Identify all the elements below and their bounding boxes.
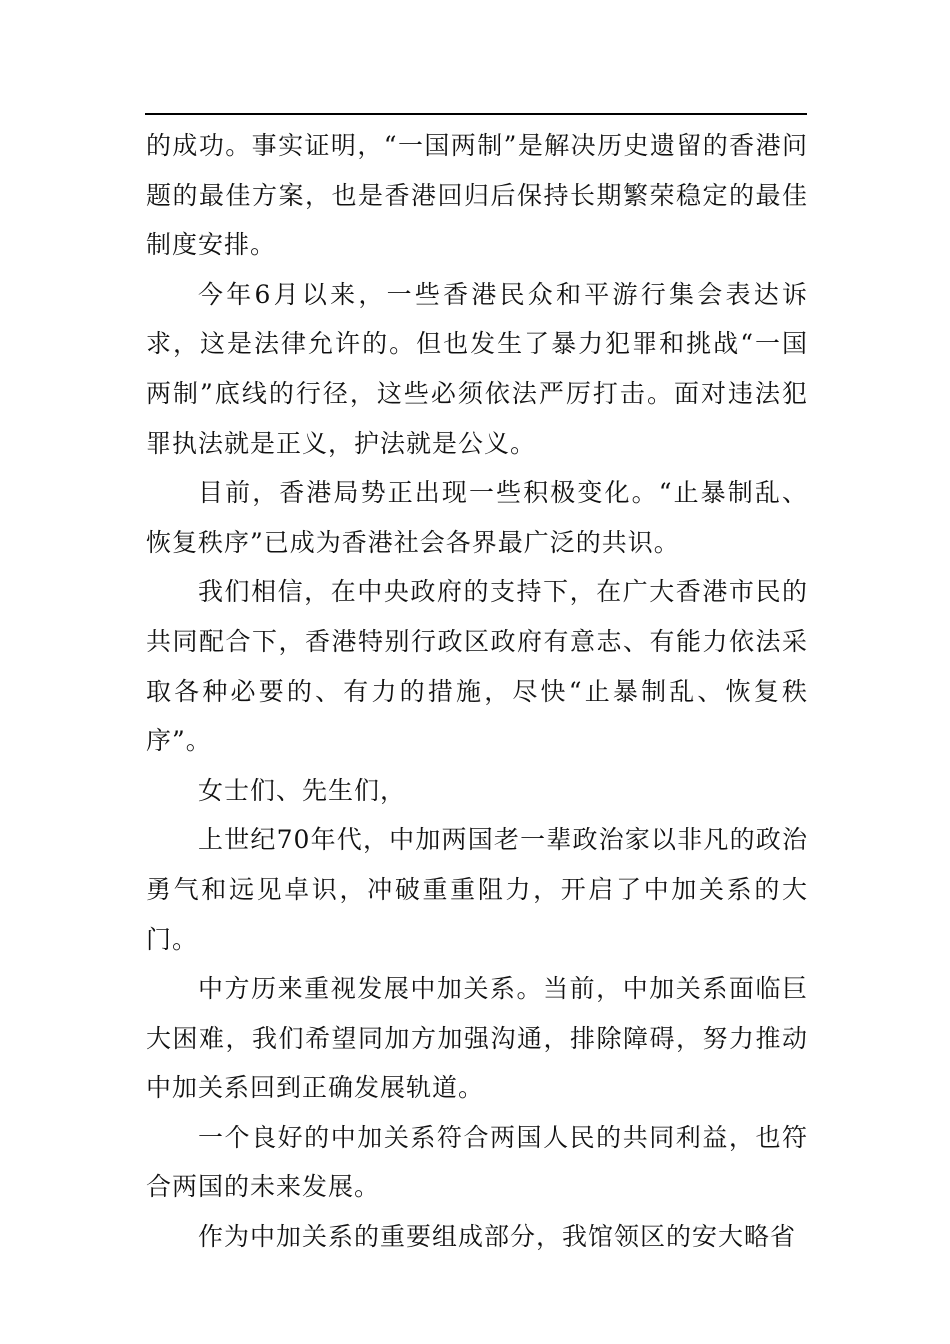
paragraph: 一个良好的中加关系符合两国人民的共同利益，也符合两国的未来发展。 bbox=[146, 1122, 808, 1202]
paragraph: 作为中加关系的重要组成部分，我馆领区的安大略省 bbox=[198, 1222, 797, 1252]
paragraph: 女士们、先生们， bbox=[198, 775, 407, 805]
paragraph: 今年6月以来，一些香港民众和平游行集会表达诉求，这是法律允许的。但也发生了暴力犯罪和挑战“一国两制”底线的行径，这些必须依法严厉打击。面对违法犯罪执法就是正义，护法就是公义。 bbox=[146, 279, 808, 458]
paragraph: 我们相信，在中央政府的支持下，在广大香港市民的共同配合下，香港特别行政区政府有意志、有能力依法采取各种必要的、有力的措施，尽快“止暴制乱、恢复秩序”。 bbox=[146, 577, 808, 756]
paragraph: 的成功。事实证明，“一国两制”是解决历史遗留的香港问题的最佳方案，也是香港回归后保持长期繁荣稳定的最佳制度安排。 bbox=[146, 131, 808, 260]
paragraph: 中方历来重视发展中加关系。当前，中加关系面临巨大困难，我们希望同加方加强沟通，排除障碍，努力推动中加关系回到正确发展轨道。 bbox=[146, 974, 808, 1103]
document-body bbox=[146, 121, 808, 1262]
paragraph: 上世纪70年代，中加两国老一辈政治家以非凡的政治勇气和远见卓识，冲破重重阻力，开启了中加关系的大门。 bbox=[146, 825, 808, 954]
header-rule bbox=[145, 113, 807, 115]
paragraph: 目前，香港局势正出现一些积极变化。“止暴制乱、恢复秩序”已成为香港社会各界最广泛的共识。 bbox=[146, 478, 808, 557]
